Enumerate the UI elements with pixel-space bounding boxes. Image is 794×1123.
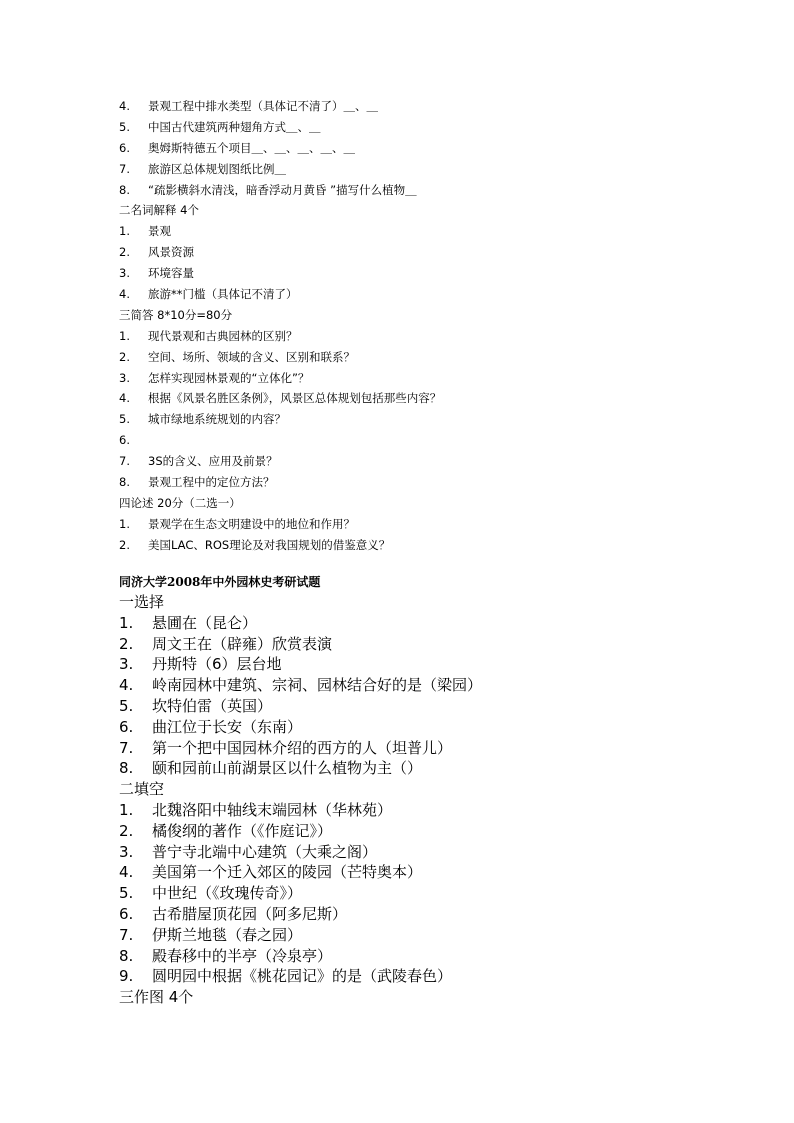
question-line <box>119 430 719 451</box>
question-line <box>119 221 719 242</box>
question-number: 2. <box>119 245 130 260</box>
question-text: “疏影横斜水清浅，暗香浮动月黄昏 ”描写什么植物＿ <box>148 182 417 197</box>
question-text: 颐和园前山前湖景区以什么植物为主（） <box>152 759 423 778</box>
question-number: 1. <box>119 328 130 343</box>
section-heading-text: 二名词解释 4个 <box>119 203 199 218</box>
question-line <box>119 326 719 347</box>
question-text: 悬圃在（昆仑） <box>152 613 258 632</box>
question-text: 3S的含义、应用及前景？ <box>148 454 278 469</box>
question-line <box>119 514 719 535</box>
section-heading-text: 二填空 <box>119 780 165 799</box>
question-text: 城市绿地系统规划的内容？ <box>148 412 286 427</box>
question-text: 普宁寺北端中心建筑（大乘之阁） <box>152 842 378 861</box>
question-number: 4. <box>119 287 130 302</box>
question-line <box>119 821 719 842</box>
question-line <box>119 159 719 180</box>
question-text: 现代景观和古典园林的区别？ <box>148 328 298 343</box>
section-heading-text: 四论述 20分（二选一） <box>119 495 241 510</box>
question-number: 5. <box>119 412 130 427</box>
question-text: 曲江位于长安（东南） <box>152 717 303 736</box>
question-number: 1. <box>119 516 130 531</box>
question-number: 8. <box>119 946 134 965</box>
question-number: 7. <box>119 161 130 176</box>
question-text: 坎特伯雷（英国） <box>152 696 273 715</box>
question-line <box>119 368 719 389</box>
question-line <box>119 654 719 675</box>
question-line <box>119 634 719 655</box>
question-number: 2. <box>119 349 130 364</box>
question-number: 7. <box>119 925 134 944</box>
question-line <box>119 347 719 368</box>
question-text: 圆明园中根据《桃花园记》的是（武陵春色） <box>152 967 453 986</box>
section-heading <box>119 987 719 1008</box>
question-number: 6. <box>119 904 134 923</box>
question-line <box>119 925 719 946</box>
question-line <box>119 675 719 696</box>
question-line <box>119 738 719 759</box>
question-line <box>119 388 719 409</box>
question-line <box>119 696 719 717</box>
section-heading-text: 三简答 8*10分=80分 <box>119 307 233 322</box>
section-heading <box>119 200 719 221</box>
exam-questions-part1 <box>119 96 719 556</box>
question-number: 1. <box>119 224 130 239</box>
question-text: 空间、场所、领域的含义、区别和联系？ <box>148 349 355 364</box>
question-line <box>119 946 719 967</box>
section-heading <box>119 493 719 514</box>
question-line <box>119 717 719 738</box>
question-text: 周文王在（辟雍）欣赏表演 <box>152 634 333 653</box>
question-text: 中世纪（《玫瑰传奇》） <box>152 884 303 903</box>
question-number: 3. <box>119 370 130 385</box>
question-number: 4. <box>119 99 130 113</box>
section-heading-text: 三作图 4个 <box>119 988 194 1007</box>
question-text: 中国古代建筑两种翅角方式＿、＿ <box>148 119 321 134</box>
question-number: 7. <box>119 454 130 469</box>
question-number: 5. <box>119 696 134 715</box>
question-number: 8. <box>119 182 130 197</box>
question-number: 2. <box>119 634 134 653</box>
question-line <box>119 472 719 493</box>
section-heading <box>119 305 719 326</box>
question-text: 景观工程中的定位方法？ <box>148 475 275 490</box>
question-number: 6. <box>119 433 130 448</box>
question-text: 景观学在生态文明建设中的地位和作用？ <box>148 516 355 531</box>
section-heading <box>119 779 719 800</box>
question-line <box>119 862 719 883</box>
question-number: 3. <box>119 842 134 861</box>
exam-questions-part2 <box>119 592 719 1008</box>
question-number: 1. <box>119 800 134 819</box>
question-number: 1. <box>119 613 134 632</box>
question-text: 景观 <box>148 224 171 239</box>
question-number: 2. <box>119 537 130 552</box>
question-text: 风景资源 <box>148 245 194 260</box>
question-line <box>119 451 719 472</box>
question-number: 4. <box>119 391 130 406</box>
question-line <box>119 613 719 634</box>
question-line <box>119 883 719 904</box>
question-line <box>119 904 719 925</box>
question-number: 6. <box>119 140 130 155</box>
question-number: 4. <box>119 863 134 882</box>
question-text: 古希腊屋顶花园（阿多尼斯） <box>152 904 348 923</box>
question-text: 根据《风景名胜区条例》，风景区总体规划包括那些内容？ <box>148 391 442 406</box>
question-number: 9. <box>119 967 134 986</box>
question-text: 旅游**门槛（具体记不清了） <box>148 287 298 302</box>
question-line <box>119 758 719 779</box>
question-text: 丹斯特（6）层台地 <box>152 655 282 674</box>
question-number: 3. <box>119 266 130 281</box>
exam-title: 同济大学2008年中外园林史考研试题 <box>119 575 321 589</box>
question-text: 第一个把中国园林介绍的西方的人（坦普儿） <box>152 738 453 757</box>
question-text: 橘俊纲的著作（《作庭记》） <box>152 821 333 840</box>
question-number: 7. <box>119 738 134 757</box>
question-line <box>119 535 719 556</box>
question-number: 8. <box>119 475 130 490</box>
question-line <box>119 138 719 159</box>
question-line <box>119 409 719 430</box>
question-text: 美国第一个迁入郊区的陵园（芒特奥本） <box>152 863 423 882</box>
question-number: 2. <box>119 821 134 840</box>
section-heading <box>119 592 719 613</box>
question-line <box>119 263 719 284</box>
section-heading-text: 一选择 <box>119 593 165 611</box>
question-text: 北魏洛阳中轴线末端园林（华林苑） <box>152 800 393 819</box>
question-number: 8. <box>119 759 134 778</box>
question-number: 4. <box>119 676 134 695</box>
question-line <box>119 180 719 201</box>
question-line <box>119 284 719 305</box>
question-text: 伊斯兰地毯（春之园） <box>152 925 303 944</box>
question-line <box>119 966 719 987</box>
question-number: 5. <box>119 119 130 134</box>
question-number: 5. <box>119 884 134 903</box>
question-text: 奥姆斯特德五个项目＿、＿、＿、＿、＿ <box>148 140 355 155</box>
question-line <box>119 117 719 138</box>
question-text: 美国LAC、ROS理论及对我国规划的借鉴意义？ <box>148 537 391 552</box>
question-line <box>119 242 719 263</box>
question-number: 3. <box>119 655 134 674</box>
question-line <box>119 800 719 821</box>
question-text: 岭南园林中建筑、宗祠、园林结合好的是（梁园） <box>152 676 483 695</box>
question-line <box>119 842 719 863</box>
question-text: 怎样实现园林景观的“立体化”？ <box>148 370 310 385</box>
question-text: 旅游区总体规划图纸比例＿ <box>148 161 286 176</box>
question-text: 景观工程中排水类型（具体记不清了）＿、＿ <box>148 99 378 113</box>
question-number: 6. <box>119 717 134 736</box>
question-line <box>119 96 719 117</box>
question-text: 环境容量 <box>148 266 194 281</box>
question-text: 殿春移中的半亭（冷泉亭） <box>152 946 333 965</box>
